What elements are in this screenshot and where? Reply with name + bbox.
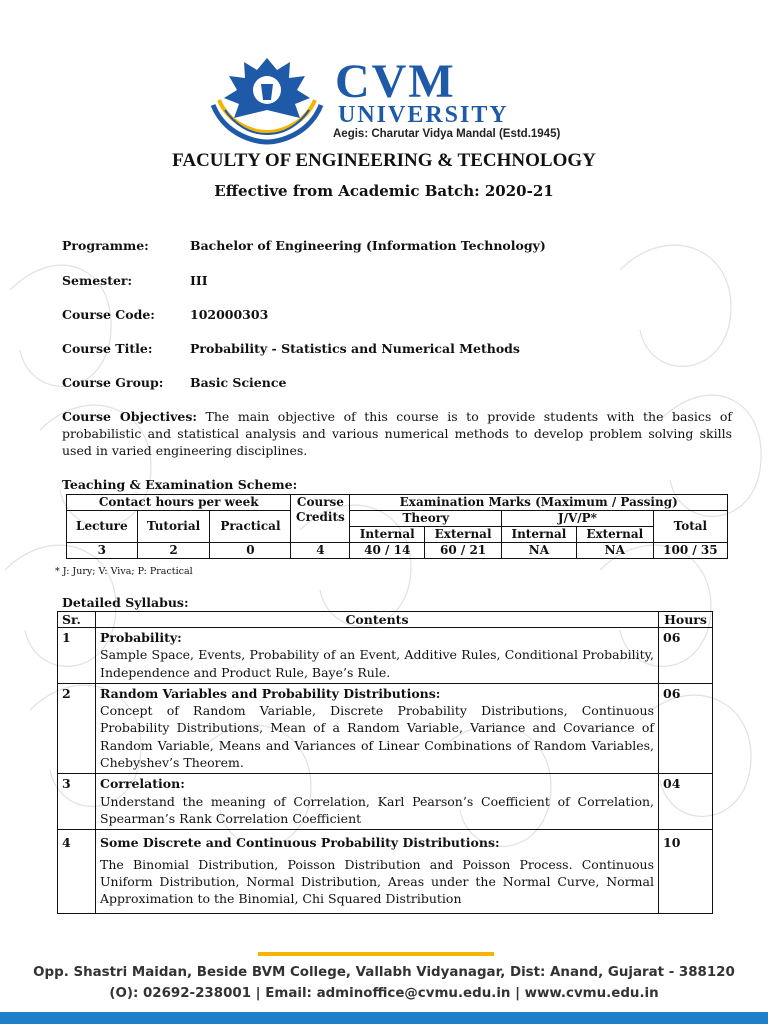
unit-body: Understand the meaning of Correlation, Karl Pearson’s Coefficient of Correlation, Spearman’s Rank Correlation Coefficient xyxy=(100,793,654,826)
footer-contact: (O): 02692-238001 | Email: adminoffice@cvmu.edu.in | www.cvmu.edu.in xyxy=(109,986,659,1001)
unit-content xyxy=(96,628,659,684)
scheme-note: * J: Jury; V: Viva; P: Practical xyxy=(55,566,193,577)
footer-address: Opp. Shastri Maidan, Beside BVM College, Vallabh Vidyanagar, Dist: Anand, Gujarat - 388120 xyxy=(33,965,735,980)
course-credits-header: Course Credits xyxy=(291,495,350,543)
course-code-label: Course Code: xyxy=(62,307,155,322)
scheme-table xyxy=(66,494,728,559)
objectives-text: The main objective of this course is to provide students with the basics of probabilistic and statistical analysis and various numerical methods to develop problem solving skills used in varied engineering disciplines. xyxy=(62,409,732,458)
semester-label: Semester: xyxy=(62,273,133,288)
tutorial-value: 2 xyxy=(137,543,210,559)
unit-title: Correlation: xyxy=(100,776,185,792)
theory-external-value: 60 / 21 xyxy=(425,543,502,559)
course-title-label: Course Title: xyxy=(62,341,153,356)
course-group-value: Basic Science xyxy=(190,375,287,390)
scheme-heading: Teaching & Examination Scheme: xyxy=(62,477,298,492)
semester-value: III xyxy=(190,273,208,288)
university-logo xyxy=(205,50,561,145)
contact-hours-header: Contact hours per week xyxy=(67,495,291,511)
table-row xyxy=(58,628,713,684)
tutorial-header: Tutorial xyxy=(137,511,210,543)
university-name: CVM xyxy=(335,55,456,108)
contents-header: Contents xyxy=(96,612,659,628)
syllabus-table xyxy=(57,611,713,914)
unit-hours: 04 xyxy=(659,774,713,830)
table-row xyxy=(67,543,728,559)
practical-header: Practical xyxy=(210,511,291,543)
unit-title: Probability: xyxy=(100,630,182,645)
unit-content xyxy=(96,683,659,773)
university-subtitle: UNIVERSITY xyxy=(338,102,509,128)
unit-title: Some Discrete and Continuous Probability Distributions: xyxy=(100,835,500,851)
exam-marks-header: Examination Marks (Maximum / Passing) xyxy=(350,495,728,511)
lecture-header: Lecture xyxy=(67,511,138,543)
aegis-text: Aegis: Charutar Vidya Mandal (Estd.1945) xyxy=(333,128,561,140)
objectives-label: Course Objectives: xyxy=(62,409,197,424)
unit-body: Concept of Random Variable, Discrete Probability Distributions, Continuous Probability Distributions, Mean of a Random Variable, Variance and Covariance of Random Variable, Means and Variances of Linear Combinations of Random Variables, Chebyshev’s Theorem. xyxy=(100,703,654,771)
programme-value: Bachelor of Engineering (Information Technology) xyxy=(190,238,546,253)
unit-content xyxy=(96,830,659,914)
footer-divider xyxy=(258,952,494,956)
unit-hours: 06 xyxy=(659,628,713,684)
unit-sr: 2 xyxy=(58,683,96,773)
unit-content xyxy=(96,774,659,830)
table-row xyxy=(58,774,713,830)
jvp-external-header: External xyxy=(576,527,653,543)
sr-header: Sr. xyxy=(58,612,96,628)
table-row xyxy=(58,683,713,773)
course-group-label: Course Group: xyxy=(62,375,164,390)
table-row xyxy=(67,511,728,527)
programme-label: Programme: xyxy=(62,238,149,253)
hours-header: Hours xyxy=(659,612,713,628)
theory-external-header: External xyxy=(425,527,502,543)
jvp-internal-value: NA xyxy=(502,543,577,559)
unit-title: Random Variables and Probability Distributions: xyxy=(100,685,441,701)
syllabus-heading: Detailed Syllabus: xyxy=(62,595,189,610)
course-code-value: 102000303 xyxy=(190,307,269,322)
table-row xyxy=(58,612,713,628)
jvp-internal-header: Internal xyxy=(502,527,577,543)
unit-hours: 10 xyxy=(659,830,713,914)
credits-value: 4 xyxy=(291,543,350,559)
course-objectives xyxy=(62,408,732,459)
practical-value: 0 xyxy=(210,543,291,559)
emblem-icon xyxy=(205,50,330,145)
theory-header: Theory xyxy=(350,511,502,527)
course-title-value: Probability - Statistics and Numerical Methods xyxy=(190,341,520,356)
jvp-header: J/V/P* xyxy=(502,511,654,527)
theory-internal-value: 40 / 14 xyxy=(350,543,425,559)
total-value: 100 / 35 xyxy=(653,543,727,559)
unit-sr: 1 xyxy=(58,628,96,684)
lecture-value: 3 xyxy=(67,543,138,559)
unit-sr: 4 xyxy=(58,830,96,914)
total-header: Total xyxy=(653,511,727,543)
table-row xyxy=(58,830,713,914)
footer-bar xyxy=(0,1012,768,1024)
unit-body: Sample Space, Events, Probability of an Event, Additive Rules, Conditional Probability, Independence and Product Rule, Baye’s Rule. xyxy=(100,647,654,680)
unit-body: The Binomial Distribution, Poisson Distribution and Poisson Process. Continuous Uniform Distribution, Normal Distribution, Areas under the Normal Curve, Normal Approximation to the Binomial, Chi Squared Distribution xyxy=(100,856,654,907)
batch-line: Effective from Academic Batch: 2020-21 xyxy=(214,182,554,200)
table-row xyxy=(67,495,728,511)
theory-internal-header: Internal xyxy=(350,527,425,543)
unit-hours: 06 xyxy=(659,683,713,773)
jvp-external-value: NA xyxy=(576,543,653,559)
faculty-title: FACULTY OF ENGINEERING & TECHNOLOGY xyxy=(172,150,596,171)
unit-sr: 3 xyxy=(58,774,96,830)
